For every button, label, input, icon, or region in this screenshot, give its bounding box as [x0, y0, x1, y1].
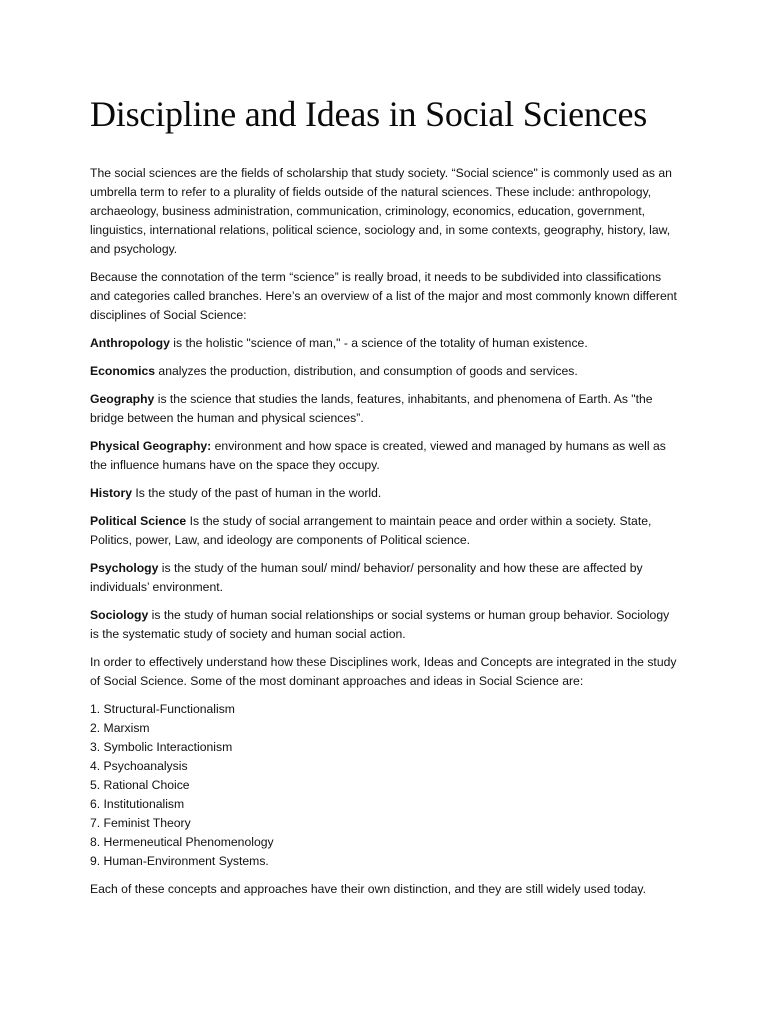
discipline-political-science — [90, 512, 680, 550]
approaches-list — [90, 700, 680, 871]
list-item: 9. Human-Environment Systems. — [90, 854, 269, 868]
discipline-economics — [90, 362, 680, 381]
discipline-term: Physical Geography: — [90, 439, 212, 453]
intro-paragraph-1: The social sciences are the fields of scholarship that study society. “Social science" is commonly used as an umbrella term to refer to a plurality of fields outside of the natural sciences. These include: anthropology, archaeology, business administration, communication, criminology, economics, education, government, linguistics, international relations, political science, sociology and, in some contexts, geography, history, law, and psychology. — [90, 166, 672, 256]
list-item: 2. Marxism — [90, 721, 150, 735]
discipline-history — [90, 484, 680, 503]
discipline-term: Psychology — [90, 561, 159, 575]
list-item: 8. Hermeneutical Phenomenology — [90, 835, 274, 849]
discipline-definition: is the study of the human soul/ mind/ behavior/ personality and how these are affected by individuals’ environment. — [90, 561, 643, 594]
discipline-term: History — [90, 486, 132, 500]
closing-paragraph: Each of these concepts and approaches have their own distinction, and they are still widely used today. — [90, 882, 646, 896]
discipline-definition: is the holistic "science of man," - a science of the totality of human existence. — [169, 336, 588, 350]
list-item: 5. Rational Choice — [90, 778, 190, 792]
discipline-anthropology — [90, 334, 680, 353]
discipline-psychology — [90, 559, 680, 597]
discipline-definition: is the study of human social relationships or social systems or human group behavior. Sociology is the systematic study of society and human social action. — [90, 608, 670, 641]
document-body — [90, 164, 680, 908]
discipline-definition: analyzes the production, distribution, and consumption of goods and services. — [155, 364, 578, 378]
approaches-intro: In order to effectively understand how these Disciplines work, Ideas and Concepts are integrated in the study of Social Science. Some of the most dominant approaches and ideas in Social Science are: — [90, 655, 677, 688]
list-item: 4. Psychoanalysis — [90, 759, 188, 773]
discipline-definition: Is the study of the past of human in the world. — [132, 486, 382, 500]
discipline-term: Sociology — [90, 608, 149, 622]
discipline-physical-geography — [90, 437, 680, 475]
list-item: 3. Symbolic Interactionism — [90, 740, 233, 754]
intro-paragraph-2: Because the connotation of the term “science” is really broad, it needs to be subdivided into classifications and categories called branches. Here’s an overview of a list of the major and most commonly known different disciplines of Social Science: — [90, 270, 677, 322]
discipline-definition: Is the study of social arrangement to maintain peace and order within a society. State, Politics, power, Law, and ideology are components of Political science. — [90, 514, 652, 547]
discipline-term: Political Science — [90, 514, 187, 528]
list-item: 1. Structural-Functionalism — [90, 702, 235, 716]
list-item: 7. Feminist Theory — [90, 816, 191, 830]
discipline-sociology — [90, 606, 680, 644]
discipline-term: Anthropology — [90, 336, 170, 350]
discipline-term: Economics — [90, 364, 156, 378]
discipline-definition: is the science that studies the lands, features, inhabitants, and phenomena of Earth. As "the bridge between the human and physical sciences”. — [90, 392, 653, 425]
list-item: 6. Institutionalism — [90, 797, 185, 811]
document-title: Discipline and Ideas in Social Sciences — [90, 94, 648, 134]
discipline-term: Geography — [90, 392, 155, 406]
discipline-definition: environment and how space is created, viewed and managed by humans as well as the influence humans have on the space they occupy. — [90, 439, 666, 472]
discipline-geography — [90, 390, 680, 428]
